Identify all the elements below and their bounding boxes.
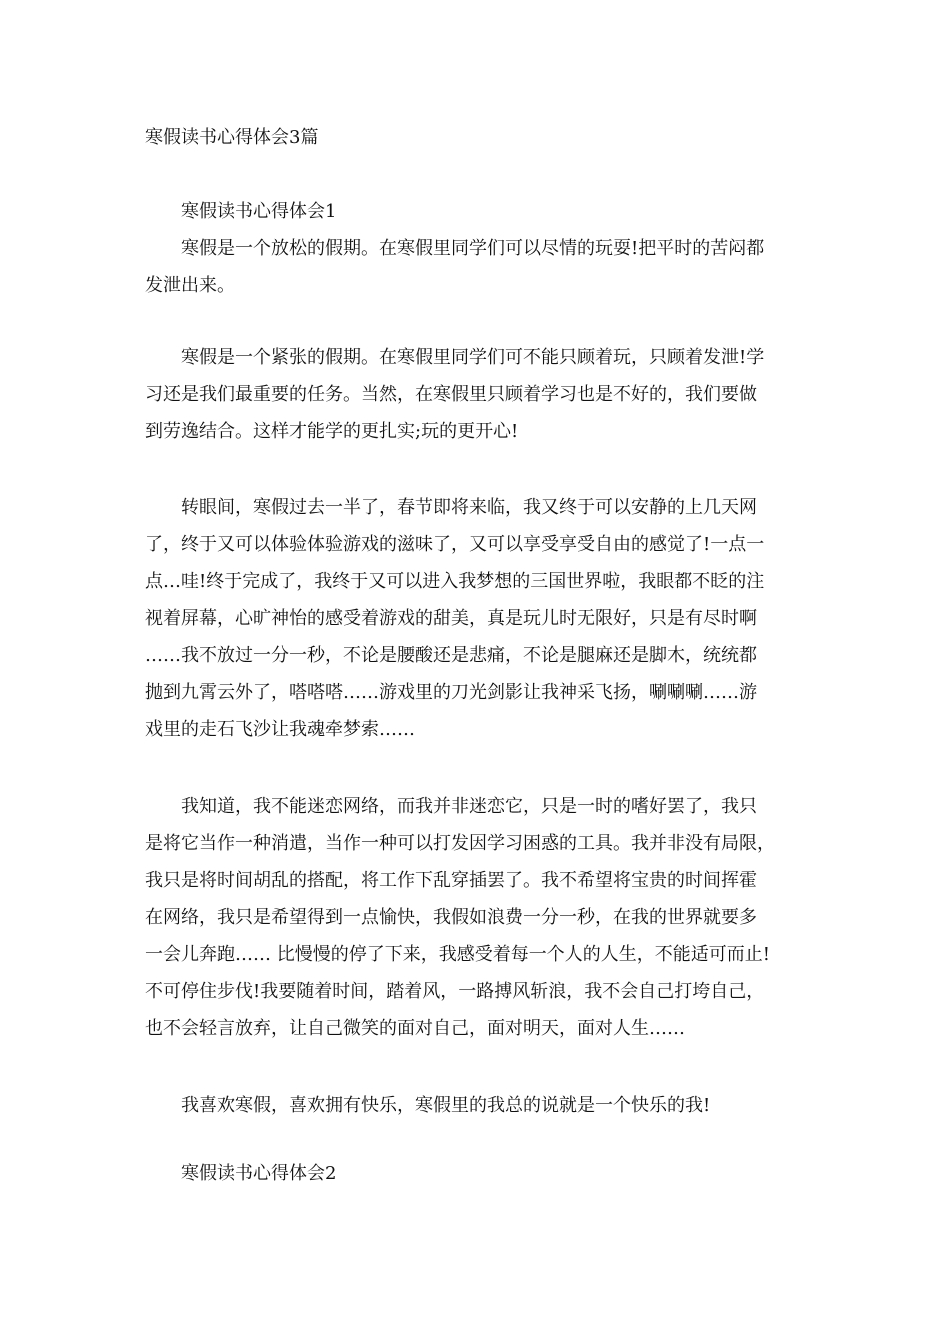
text-line: ……我不放过一分一秒，不论是腰酸还是悲痛，不论是腿麻还是脚木，统统都 [145, 645, 757, 666]
text-line: 也不会轻言放弃，让自己微笑的面对自己，面对明天，面对人生…… [145, 1018, 685, 1039]
text-line: 我只是将时间胡乱的搭配，将工作下乱穿插罢了。我不希望将宝贵的时间挥霍 [145, 870, 757, 891]
paragraph-2 [145, 339, 825, 450]
text-line: 我知道，我不能迷恋网络，而我并非迷恋它，只是一时的嗜好罢了，我只 [181, 796, 757, 817]
paragraph-1 [145, 230, 825, 304]
text-line: 在网络，我只是希望得到一点愉快，我假如浪费一分一秒，在我的世界就要多 [145, 907, 757, 928]
text-line: 转眼间，寒假过去一半了，春节即将来临，我又终于可以安静的上几天网 [181, 497, 757, 518]
paragraph-3 [145, 489, 825, 748]
text-line: 抛到九霄云外了，嗒嗒嗒……游戏里的刀光剑影让我神采飞扬，唰唰唰……游 [145, 682, 757, 703]
text-line: 一会儿奔跑…… 比慢慢的停了下来，我感受着每一个人的人生，不能适可而止! [145, 944, 770, 965]
document-title: 寒假读书心得体会3篇 [145, 127, 319, 148]
text-line: 发泄出来。 [145, 275, 235, 296]
text-line: 到劳逸结合。这样才能学的更扎实;玩的更开心! [145, 421, 519, 442]
section-heading-2: 寒假读书心得体会2 [181, 1163, 337, 1184]
text-line: 是将它当作一种消遣，当作一种可以打发因学习困惑的工具。我并非没有局限， [145, 833, 775, 854]
text-line: 点…哇!终于完成了，我终于又可以进入我梦想的三国世界啦，我眼都不眨的注 [145, 571, 765, 592]
paragraph-5 [145, 1087, 825, 1124]
text-line: 习还是我们最重要的任务。当然，在寒假里只顾着学习也是不好的，我们要做 [145, 384, 757, 405]
text-line: 不可停住步伐!我要随着时间，踏着风，一路搏风斩浪，我不会自己打垮自己， [145, 981, 765, 1002]
text-line: 寒假是一个放松的假期。在寒假里同学们可以尽情的玩耍!把平时的苦闷都 [181, 238, 765, 259]
text-line: 寒假是一个紧张的假期。在寒假里同学们可不能只顾着玩，只顾着发泄!学 [181, 347, 765, 368]
section-heading-1: 寒假读书心得体会1 [181, 201, 337, 222]
text-line: 我喜欢寒假，喜欢拥有快乐，寒假里的我总的说就是一个快乐的我! [181, 1095, 711, 1116]
text-line: 视着屏幕，心旷神怡的感受着游戏的甜美，真是玩儿时无限好，只是有尽时啊 [145, 608, 757, 629]
text-line: 戏里的走石飞沙让我魂牵梦索…… [145, 719, 415, 740]
paragraph-4 [145, 788, 825, 1047]
text-line: 了，终于又可以体验体验游戏的滋味了，又可以享受享受自由的感觉了!一点一 [145, 534, 765, 555]
